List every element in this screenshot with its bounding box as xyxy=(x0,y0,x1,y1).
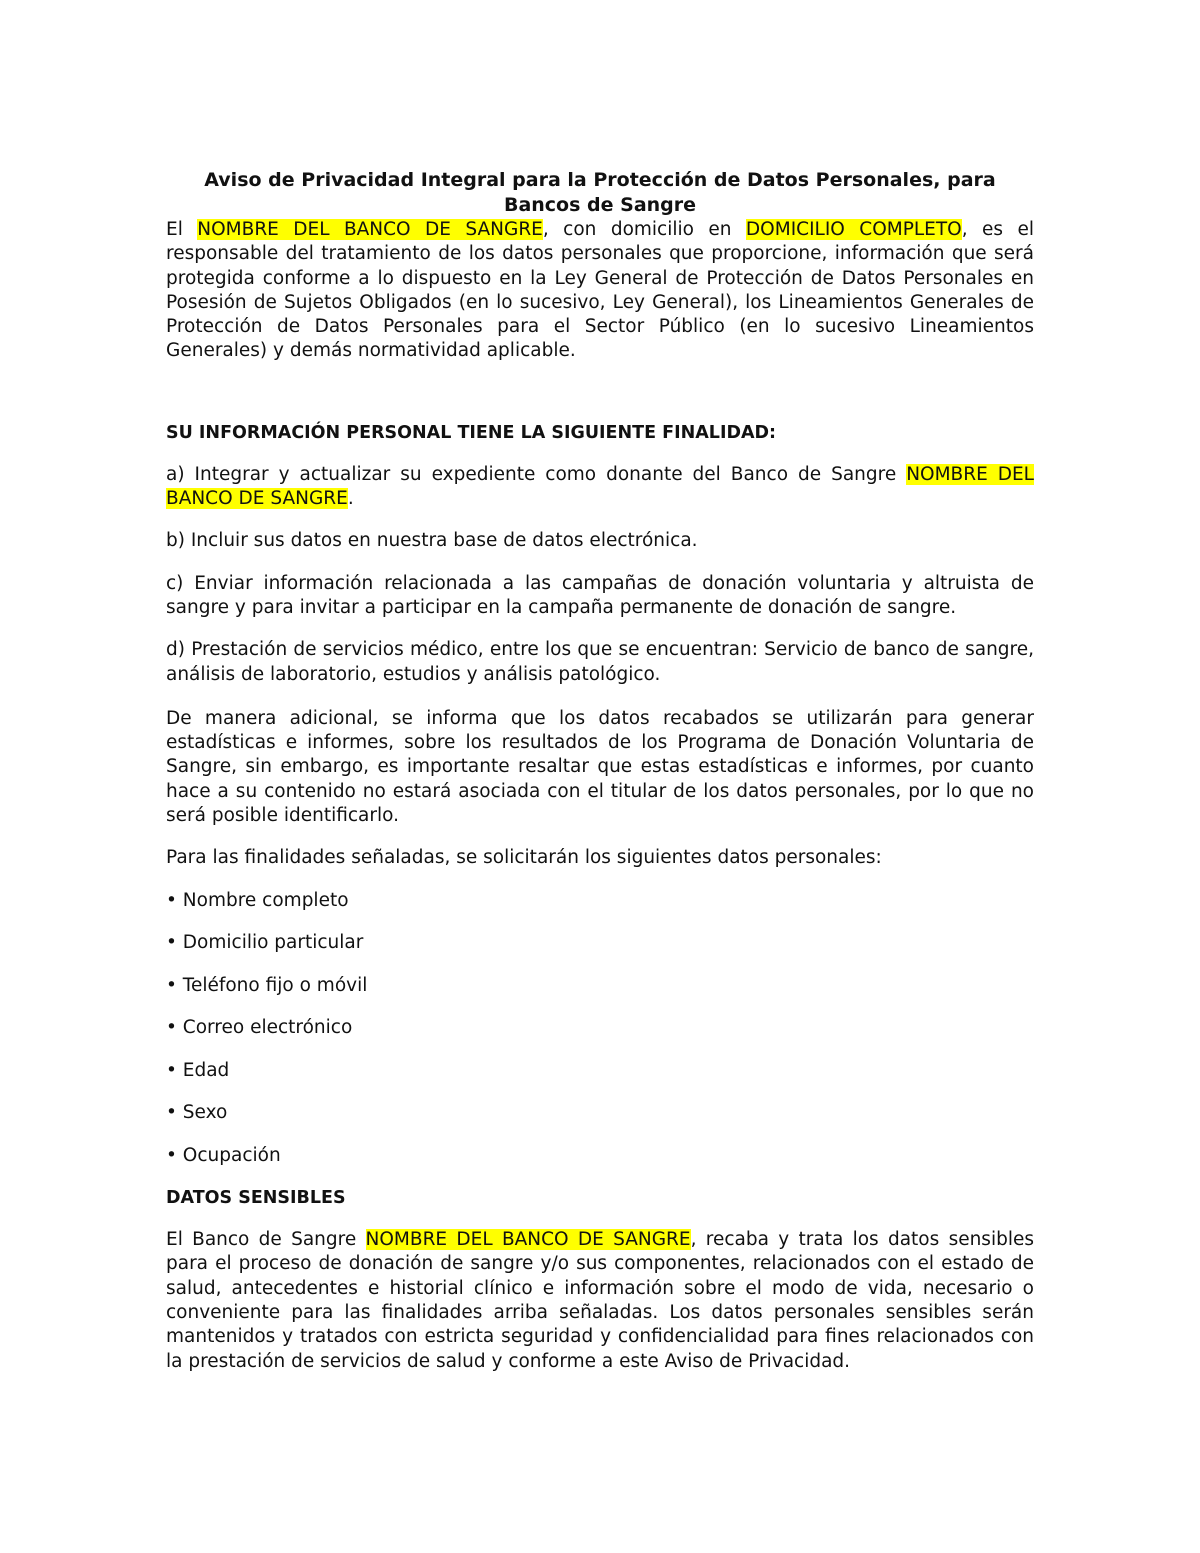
list-item: • Correo electrónico xyxy=(166,1017,353,1039)
section-heading-finalidad: SU INFORMACIÓN PERSONAL TIENE LA SIGUIENTE FINALIDAD: xyxy=(166,422,777,443)
intro-text-1: El xyxy=(166,219,198,240)
additional-use-paragraph: De manera adicional, se informa que los datos recabados se utilizarán para generar estadísticas e informes, sobre los resultados de los Programa de Donación Voluntaria de Sangre, sin embargo, es importante resaltar que estas estadísticas e informes, por cuanto hace a su contenido no estará asociada con el titular de los datos personales, por lo que no será posible identificarlo. xyxy=(166,707,1034,827)
document-title: Aviso de Privacidad Integral para la Protección de Datos Personales, para Bancos de Sangre xyxy=(204,169,996,216)
sensitive-text-2: , recaba y trata los datos sensibles para el proceso de donación de sangre y/o sus componentes, relacionados con el estado de salud, antecedentes e historial clínico e información sobre el modo de vida, necesario o conveniente para las finalidades arriba señaladas. Los datos personales sensibles serán mantenidos y tratados con estricta seguridad y confidencialidad para fines relacionados con la prestación de servicios de salud y conforme a este Aviso de Privacidad. xyxy=(166,1229,1034,1372)
list-item: • Edad xyxy=(166,1059,230,1081)
placeholder-bank-name: NOMBRE DEL BANCO DE SANGRE xyxy=(365,1229,691,1251)
intro-paragraph xyxy=(166,218,1034,364)
placeholder-address: DOMICILIO COMPLETO xyxy=(745,219,962,240)
purpose-item-b: b) Incluir sus datos en nuestra base de datos electrónica. xyxy=(166,530,698,552)
placeholder-bank-name: NOMBRE DEL BANCO DE SANGRE xyxy=(166,463,1034,510)
purpose-item-a-end: . xyxy=(347,488,354,510)
requested-data-intro: Para las finalidades señaladas, se solicitarán los siguientes datos personales: xyxy=(166,847,882,869)
purpose-item-d: d) Prestación de servicios médico, entre los que se encuentran: Servicio de banco de sangre, análisis de laboratorio, estudios y análisis patológico. xyxy=(166,639,1034,685)
list-item: • Sexo xyxy=(166,1102,228,1124)
placeholder-bank-name: NOMBRE DEL BANCO DE SANGRE xyxy=(197,219,543,240)
intro-text-3: , es el responsable del tratamiento de los datos personales que proporcione, información que será protegida conforme a lo dispuesto en la Ley General de Protección de Datos Personales en Posesión de Sujetos Obligados (en lo sucesivo, Ley General), los Lineamientos Generales de Protección de Datos Personales para el Sector Público (en lo sucesivo Lineamientos Generales) y demás normatividad aplicable. xyxy=(166,219,1035,362)
section-heading-sensibles: DATOS SENSIBLES xyxy=(166,1188,346,1209)
sensitive-text-1: El Banco de Sangre xyxy=(166,1229,366,1251)
document-page xyxy=(166,168,1034,1374)
list-item: • Ocupación xyxy=(166,1144,281,1166)
purpose-item-a xyxy=(166,463,1034,512)
intro-text-2: , con domicilio en xyxy=(542,219,746,240)
sensitive-data-paragraph xyxy=(166,1228,1034,1374)
list-item: • Nombre completo xyxy=(166,889,349,911)
purpose-item-c: c) Enviar información relacionada a las campañas de donación voluntaria y altruista de sangre y para invitar a participar en la campaña permanente de donación de sangre. xyxy=(166,572,1034,618)
list-item: • Teléfono fijo o móvil xyxy=(166,974,368,996)
requested-data-list xyxy=(166,889,1034,1168)
purpose-item-a-text: a) Integrar y actualizar su expediente como donante del Banco de Sangre xyxy=(166,463,907,485)
list-item: • Domicilio particular xyxy=(166,932,364,954)
